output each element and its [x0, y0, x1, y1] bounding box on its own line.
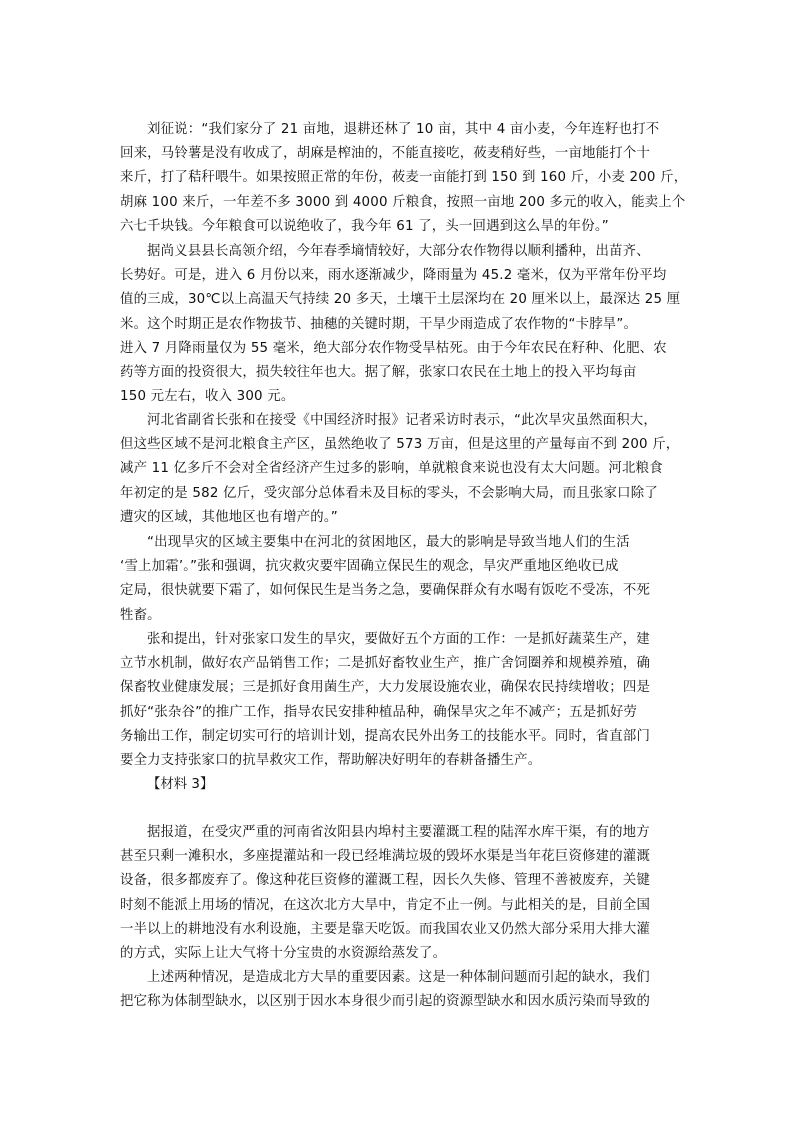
paragraph-irrigation-report — [120, 821, 675, 966]
text-line: 刘征说：“我们家分了 21 亩地，退耕还林了 10 亩，其中 4 亩小麦，今年连籽也打不 — [147, 122, 660, 137]
paragraph-five-tasks — [120, 628, 675, 773]
text-line: 务输出工作，制定切实可行的培训计划，提高农民外出务工的技能水平。同时，省直部门 — [120, 728, 651, 744]
text-line: 遭灾的区域，其他地区也有增产的。” — [120, 509, 338, 525]
paragraph-drought-areas — [120, 531, 675, 628]
text-line: 甚至只剩一滩积水，多座提灌站和一段已经堆满垃圾的毁坏水渠是当年花巨资修建的灌溉 — [120, 849, 651, 865]
paragraph-shangyi-county — [120, 240, 681, 409]
text-line: 设备，很多都废弃了。像这种花巨资修的灌溉工程，因长久失修、管理不善被废弃，关键 — [120, 873, 651, 889]
text-line: 米。这个时期正是农作物拔节、抽穗的关键时期，干旱少雨造成了农作物的“卡脖旱”。 — [120, 316, 638, 332]
text-line: 要全力支持张家口的抗旱救灾工作，帮助解决好明年的春耕备播生产。 — [120, 753, 542, 769]
paragraph-vice-governor — [120, 409, 680, 530]
text-line: 张和提出，针对张家口发生的旱灾，要做好五个方面的工作：一是抓好蔬菜生产，建 — [147, 632, 650, 647]
text-line: 抓好“张杂谷”的推广工作，指导农民安排种植品种，确保旱灾之年不减产；五是抓好劳 — [120, 704, 638, 720]
text-line: 牲畜。 — [120, 607, 161, 623]
text-line: 上述两种情况，是造成北方大旱的重要因素。这是一种体制问题而引起的缺水，我们 — [147, 970, 650, 985]
text-line: 的方式，实际上让大气将十分宝贵的水资源给蒸发了。 — [120, 946, 447, 962]
text-line: 减产 11 亿多斤不会对全省经济产生过多的影响，单就粮食来说也没有太大问题。河北粮食 — [120, 461, 663, 477]
text-line: 一半以上的耕地没有水利设施，主要是靠天吃饭。而我国农业又仍然大部分采用大排大灌 — [120, 921, 651, 937]
text-line: 把它称为体制型缺水，以区别于因水本身很少而引起的资源型缺水和因水质污染而导致的 — [120, 994, 651, 1010]
text-line: 进入 7 月降雨量仅为 55 毫米，绝大部分农作物受旱枯死。由于今年农民在籽种、化肥、农 — [120, 340, 667, 356]
text-line: 胡麻 100 来斤，一年差不多 3000 到 4000 斤粮食，按照一亩地 200 多元的收入，能卖上个 — [120, 194, 686, 210]
section-heading-material-3: 【材料 3】 — [147, 777, 214, 792]
text-line: “出现旱灾的区域主要集中在河北的贫困地区，最大的影响是导致当地人们的生活 — [147, 535, 630, 550]
text-line: 立节水机制，做好农产品销售工作；二是抓好畜牧业生产，推广舍饲圈养和规模养殖，确 — [120, 656, 651, 672]
text-line: 值的三成，30℃以上高温天气持续 20 多天，土壤干土层深均在 20 厘米以上，最深达 25 厘 — [120, 292, 681, 308]
text-line: 据尚义县县长高领介绍，今年春季墒情较好，大部分农作物得以顺利播种，出苗齐、 — [147, 244, 650, 259]
text-line: 来斤，打了秸秆喂牛。如果按照正常的年份，莜麦一亩能打到 150 到 160 斤，小麦 200 斤， — [120, 170, 688, 186]
text-line: 保畜牧业健康发展；三是抓好食用菌生产，大力发展设施农业，确保农民持续增收；四是 — [120, 680, 651, 696]
text-line: 河北省副省长张和在接受《中国经济时报》记者采访时表示，“此次旱灾虽然面积大， — [147, 413, 657, 428]
text-line: 年初定的是 582 亿斤，受灾部分总体看未及目标的零头，不会影响大局，而且张家口除了 — [120, 485, 658, 501]
text-line: 六七千块钱。今年粮食可以说绝收了，我今年 61 了，头一回遇到这么旱的年份。” — [120, 218, 609, 234]
text-line: ‘雪上加霜’。”张和强调，抗灾救灾要牢固确立保民生的观念，旱灾严重地区绝收已成 — [120, 559, 619, 575]
text-line: 时刻不能派上用场的情况，在这次北方大旱中，肯定不止一例。与此相关的是，目前全国 — [120, 897, 651, 913]
text-line: 长势好。可是，进入 6 月份以来，雨水逐渐减少，降雨量为 45.2 毫米，仅为平常年份平均 — [120, 268, 667, 284]
text-line: 但这些区域不是河北粮食主产区，虽然绝收了 573 万亩，但是这里的产量每亩不到 200 斤， — [120, 437, 680, 453]
text-line: 150 元左右，收入 300 元。 — [120, 389, 295, 405]
paragraph-liu-zheng-quote — [120, 118, 688, 239]
text-line: 药等方面的投资很大，损失较往年也大。据了解，张家口农民在土地上的投入平均每亩 — [120, 365, 637, 381]
paragraph-institutional-shortage — [120, 966, 675, 1014]
text-line: 回来，马铃薯是没有收成了，胡麻是榨油的，不能直接吃，莜麦稍好些，一亩地能打个十 — [120, 146, 651, 162]
text-line: 定局，很快就要下霜了，如何保民生是当务之急，要确保群众有水喝有饭吃不受冻，不死 — [120, 583, 651, 599]
text-line: 据报道，在受灾严重的河南省汝阳县内埠村主要灌溉工程的陆浑水库干渠，有的地方 — [147, 825, 650, 840]
